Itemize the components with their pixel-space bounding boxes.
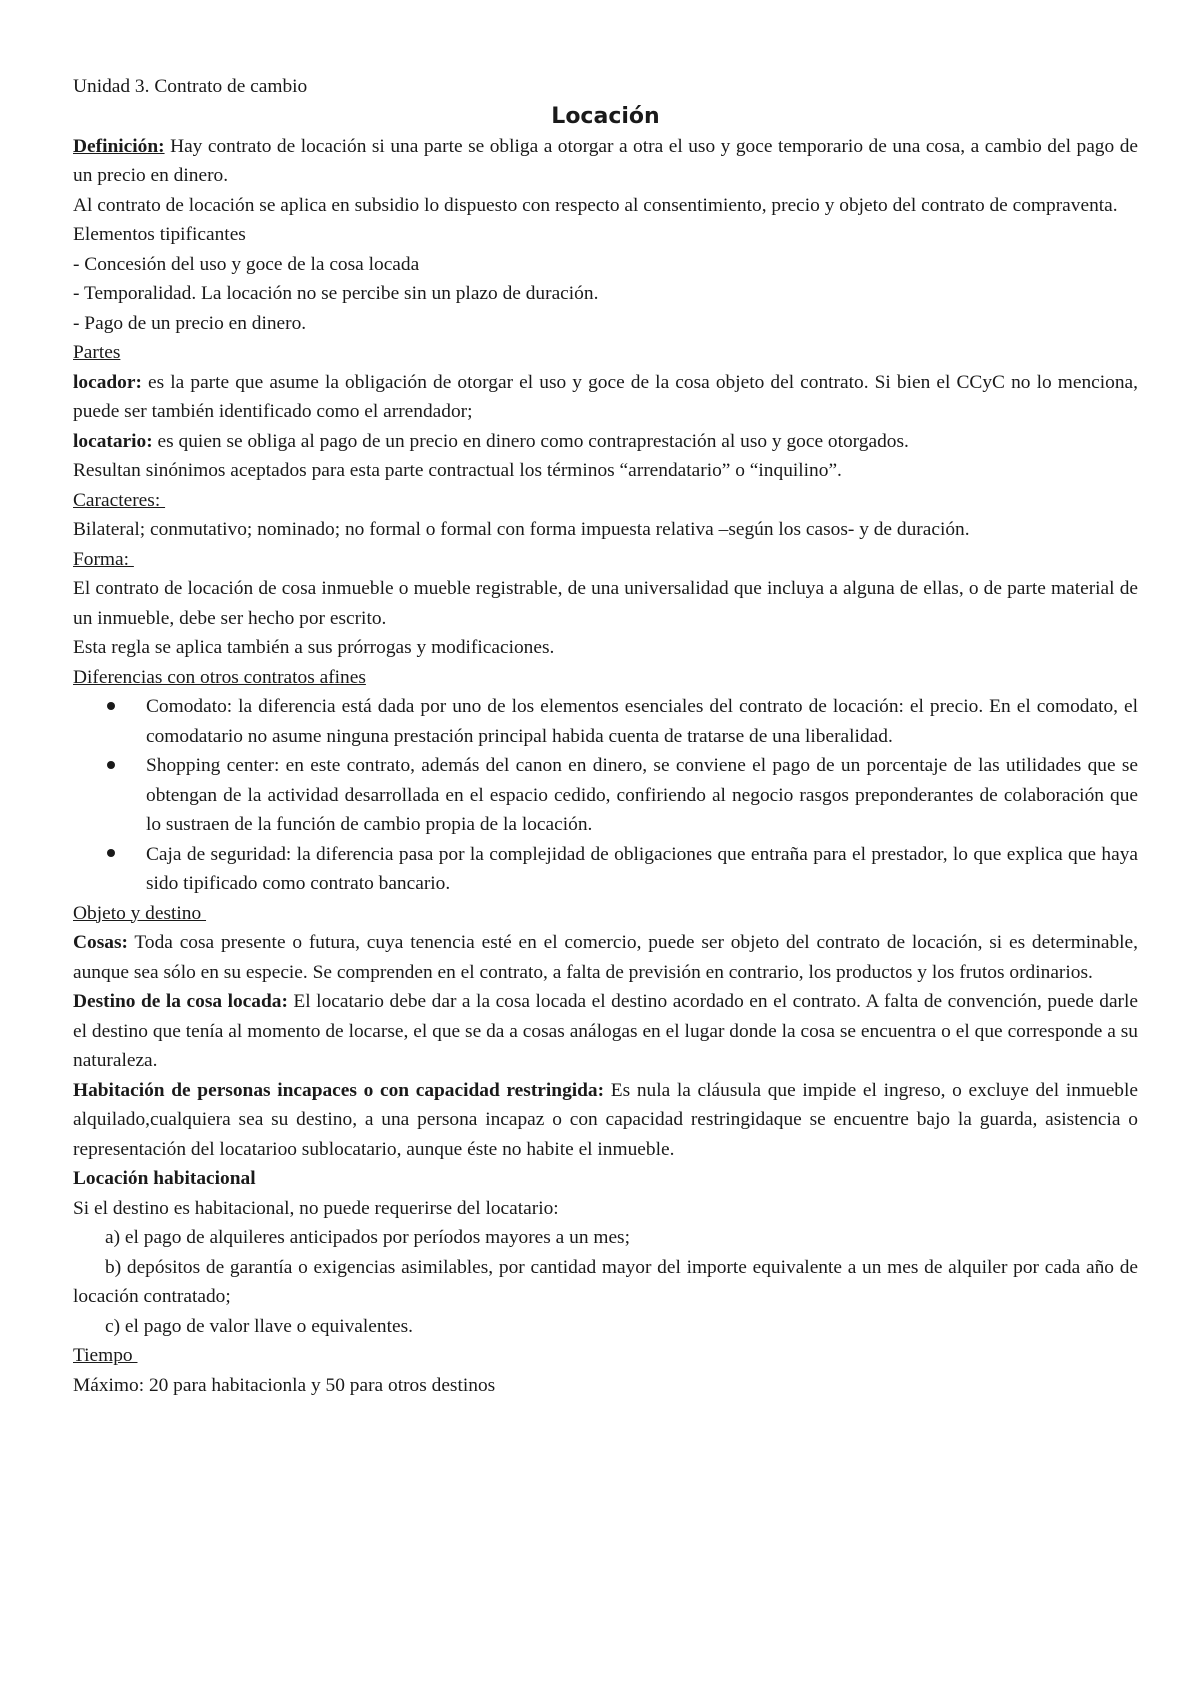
definicion-text: Hay contrato de locación si una parte se obliga a otorgar a otra el uso y goce temporario de una cosa, a cambio del pago de un precio en dinero. [73,135,1138,186]
list-item [146,692,1138,751]
locatario-label: locatario: [73,430,153,452]
caracteres-heading: Caracteres: [73,489,166,511]
destino-label: Destino de la cosa locada: [73,991,288,1012]
tiempo-heading: Tiempo [73,1345,138,1366]
destino-text: El locatario debe dar a la cosa locada el destino acordado en el contrato. A falta de convención, puede darle el destino que tenía al momento de locarse, el que se da a cosas análogas en el lugar donde la cosa se encuentra o el que corresponde a su naturaleza. [73,991,1138,1071]
locador-text: es la parte que asume la obligación de otorgar el uso y goce de la cosa objeto del contrato. Si bien el CCyC no lo menciona, puede ser también identificado como el arrendador; [73,371,1138,422]
tiempo-text: Máximo: 20 para habitacionla y 50 para otros destinos [73,1374,496,1396]
caracteres-text: Bilateral; conmutativo; nominado; no formal o formal con forma impuesta relativa –según los casos- y de duración. [73,519,970,540]
cosas-text: Toda cosa presente o futura, cuya tenencia esté en el comercio, puede ser objeto del contrato de locación, si es determinable, aunque sea sólo en su especie. Se comprenden en el contrato, a falta de previsión en contrario, los productos y los frutos ordinarios. [73,932,1138,983]
bullet-icon [107,692,146,722]
objeto-heading: Objeto y destino [73,902,207,924]
sinonimos-paragraph: Resultan sinónimos aceptados para esta parte contractual los términos “arrendatario” o “inquilino”. [73,460,842,481]
habitacional-item-c: c) el pago de valor llave o equivalentes. [105,1315,413,1337]
habitacion-paragraph [73,1076,1138,1165]
habitacion-label: Habitación de personas incapaces o con capacidad restringida: [73,1079,605,1101]
locador-label: locador: [73,371,142,393]
elementos-item-3: - Pago de un precio en dinero. [73,312,307,334]
cosas-label: Cosas: [73,932,128,953]
habitacional-item-b-text: b) depósitos de garantía o exigencias asimilables, por cantidad mayor del importe equivalente a un mes de alquiler por cada año de locación contratado; [73,1256,1138,1307]
diferencias-shopping: Shopping center: en este contrato, además del canon en dinero, se conviene el pago de un porcentaje de las utilidades que se obtengan de la actividad desarrollada en el espacio cedido, confiriendo al negocio rasgos preponderantes de colaboración que lo sustraen de la función de cambio propia de la locación. [146,755,1138,835]
habitacional-item-a: a) el pago de alquileres anticipados por períodos mayores a un mes; [105,1227,630,1248]
diferencias-heading: Diferencias con otros contratos afines [73,666,366,688]
elementos-item-1: - Concesión del uso y goce de la cosa locada [73,253,420,275]
list-item [146,751,1138,840]
elementos-heading: Elementos tipificantes [73,224,246,245]
definicion-label: Definición: [73,135,165,157]
habitacional-heading [73,1164,1138,1194]
forma-text-2: Esta regla se aplica también a sus prórrogas y modificaciones. [73,637,555,658]
bullet-icon [107,751,146,781]
habitacional-intro: Si el destino es habitacional, no puede requerirse del locatario: [73,1197,559,1219]
locador-paragraph [73,368,1138,427]
diferencias-list [73,692,1138,899]
list-item [146,840,1138,899]
elementos-item-2: - Temporalidad. La locación no se percibe sin un plazo de duración. [73,283,599,304]
habitacion-text: Es nula la cláusula que impide el ingreso, o excluye del inmueble alquilado,cualquiera sea su destino, a una persona incapaz o con capacidad restringidaque se encuentre bajo la guarda, asistencia o representación del locatarioo sublocatario, aunque éste no habite el inmueble. [73,1079,1138,1160]
subsidio-paragraph: Al contrato de locación se aplica en subsidio lo dispuesto con respecto al consentimiento, precio y objeto del contrato de compraventa. [73,194,1118,216]
locatario-text: es quien se obliga al pago de un precio en dinero como contraprestación al uso y goce otorgados. [152,430,909,452]
diferencias-caja: Caja de seguridad: la diferencia pasa por la complejidad de obligaciones que entraña para el prestador, lo que explica que haya sido tipificado como contrato bancario. [146,843,1138,894]
bullet-icon [107,840,146,870]
locatario-paragraph [73,427,1138,457]
habitacional-item-b [73,1253,1138,1312]
partes-heading: Partes [73,342,121,363]
forma-heading: Forma: [73,548,134,570]
habitacional-heading-text: Locación habitacional [73,1168,256,1189]
destino-paragraph [73,987,1138,1076]
document-title: Locación [551,103,660,129]
forma-text-1: El contrato de locación de cosa inmueble o mueble registrable, de una universalidad que incluya a alguna de ellas, o de parte material de un inmueble, debe ser hecho por escrito. [73,578,1138,629]
diferencias-comodato: Comodato: la diferencia está dada por uno de los elementos esenciales del contrato de locación: el precio. En el comodato, el comodatario no asume ninguna prestación principal habida cuenta de tratarse de una liberalidad. [146,696,1138,747]
unit-header: Unidad 3. Contrato de cambio [73,76,308,97]
definicion-paragraph [73,132,1138,191]
cosas-paragraph [73,928,1138,987]
